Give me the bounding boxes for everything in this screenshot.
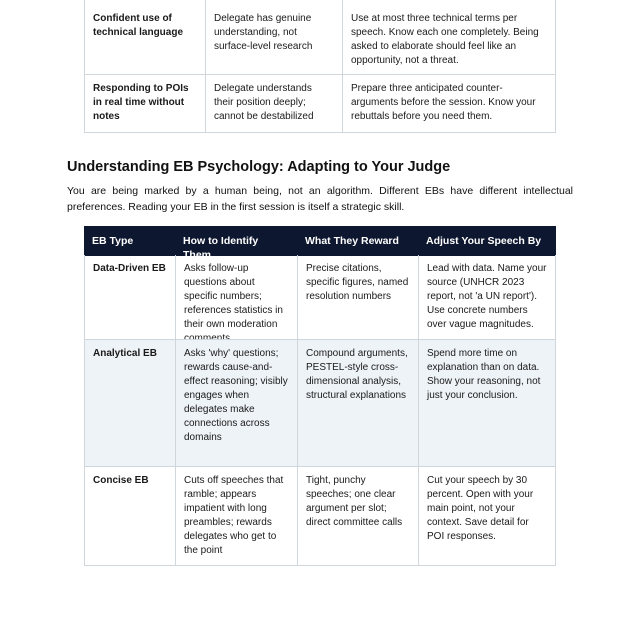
table-cell: Responding to POIs in real time without notes bbox=[84, 74, 206, 133]
table-cell: Delegate has genuine understanding, not surface-level research bbox=[205, 0, 343, 75]
table-header-cell: What They Reward bbox=[297, 226, 419, 256]
section-heading: Understanding EB Psychology: Adapting to Your Judge bbox=[67, 159, 451, 175]
table-cell: Concise EB bbox=[84, 466, 176, 566]
table-cell: Precise citations, specific figures, named resolution numbers bbox=[297, 255, 419, 340]
table-header-cell: How to Identify Them bbox=[175, 226, 298, 256]
table-cell: Asks 'why' questions; rewards cause-and-effect reasoning; visibly engages when delegates make connections across domains bbox=[175, 339, 298, 467]
table-cell: Prepare three anticipated counter-arguments before the session. Know your rebuttals before you need them. bbox=[342, 74, 556, 133]
table-cell: Cuts off speeches that ramble; appears impatient with long preambles; rewards delegates who get to the point bbox=[175, 466, 298, 566]
table-cell: Cut your speech by 30 percent. Open with your main point, not your context. Save detail for POI responses. bbox=[418, 466, 556, 566]
table-cell: Tight, punchy speeches; one clear argument per slot; direct committee calls bbox=[297, 466, 419, 566]
table-cell: Use at most three technical terms per speech. Know each one completely. Being asked to elaborate should feel like an opportunity, not a threat. bbox=[342, 0, 556, 75]
table-cell: Lead with data. Name your source (UNHCR 2023 report, not 'a UN report'). Use concrete numbers over vague magnitudes. bbox=[418, 255, 556, 340]
table-cell: Data-Driven EB bbox=[84, 255, 176, 340]
table-cell: Analytical EB bbox=[84, 339, 176, 467]
table-header-cell: Adjust Your Speech By bbox=[418, 226, 556, 256]
intro-paragraph: You are being marked by a human being, not an algorithm. Different EBs have different intellectual preferences. Reading your EB in the first session is itself a strategic skill. bbox=[67, 185, 573, 213]
table-cell: Asks follow-up questions about specific numbers; references statistics in their own moderation bbox=[175, 255, 298, 340]
table-cell: Delegate understands their position deeply; cannot be destabilized bbox=[205, 74, 343, 133]
table-header-cell: EB Type bbox=[84, 226, 176, 256]
table-cell: Compound arguments, PESTEL-style cross-dimensional analysis, structural explanations bbox=[297, 339, 419, 467]
table-cell: Spend more time on explanation than on data. Show your reasoning, not just your conclusion. bbox=[418, 339, 556, 467]
table-cell: Confident use of technical language bbox=[84, 0, 206, 75]
